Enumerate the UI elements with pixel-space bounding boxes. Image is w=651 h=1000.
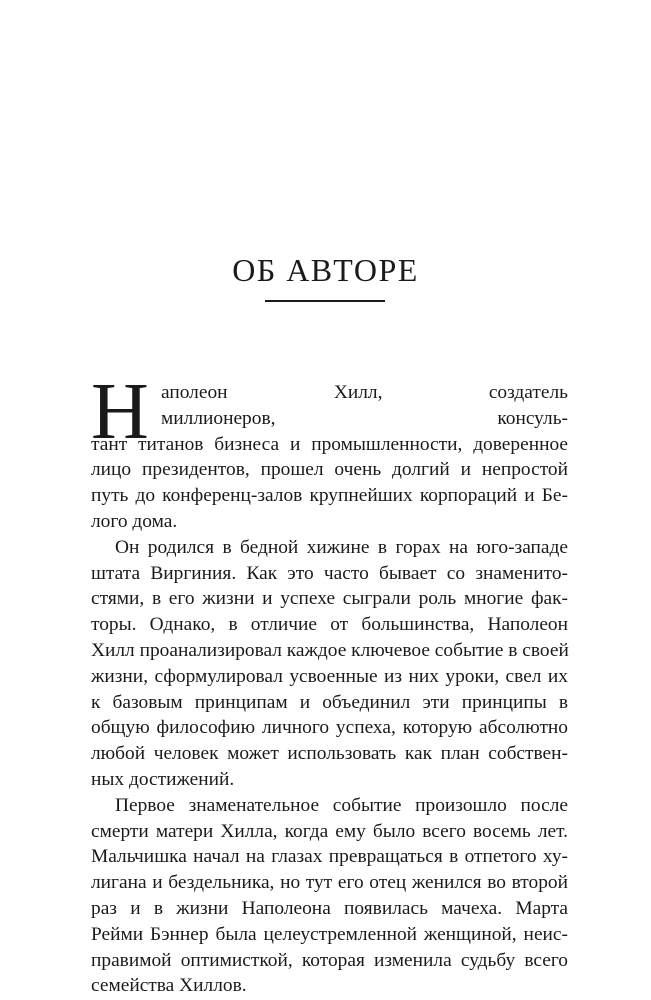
drop-cap: Н [91, 368, 149, 456]
text-line: Мальчишка начал на глазах превращаться в отпетого ху- [91, 846, 568, 868]
text-line: стями, в его жизни и успехе сыграли роль многие фак- [91, 588, 568, 610]
text-line: к базовым принципам и объединил эти принципы в [91, 691, 568, 713]
text-line: правимой оптимисткой, которая изменила судьбу всего [91, 949, 568, 971]
text-line: лигана и бездельника, но тут его отец женился во второй [91, 872, 568, 894]
text-line: жизни, сформулировал усвоенные из них уроки, свел их [91, 665, 568, 687]
text-line: ных достижений. [91, 768, 235, 790]
text-line: штата Виргиния. Как это часто бывает со знаменито- [91, 562, 568, 584]
text-line: семейства Хиллов. [91, 975, 247, 997]
text-line: любой человек может использовать как план собствен- [91, 743, 568, 765]
text-line: торы. Однако, в отличие от большинства, Наполеон [91, 614, 568, 636]
text-line: раз и в жизни Наполеона появилась мачеха. Марта [91, 897, 568, 919]
text-line: Первое знаменательное событие произошло после [115, 794, 568, 816]
text-line: общую философию личного успеха, которую абсолютно [91, 717, 568, 739]
text-line: миллионеров, консуль- [161, 407, 568, 429]
text-line: смерти матери Хилла, когда ему было всего восемь лет. [91, 820, 568, 842]
text-line: аполеон Хилл, создатель [161, 382, 568, 403]
text-line: тант титанов бизнеса и промышленности, доверенное [91, 433, 568, 455]
text-line: Он родился в бедной хижине в горах на юго-западе [115, 536, 568, 558]
text-line: лицо президентов, прошел очень долгий и непростой [91, 459, 568, 481]
body-text [91, 380, 568, 999]
text-line: путь до конференц-залов крупнейших корпораций и Бе- [91, 485, 568, 507]
text-line: лого дома. [91, 510, 178, 532]
title-underline [265, 300, 385, 302]
text-line: Хилл проанализировал каждое ключевое событие в своей [91, 639, 569, 661]
chapter-title: ОБ АВТОРЕ [232, 252, 419, 288]
text-line: Рейми Бэннер была целеустремленной женщиной, неис- [91, 923, 568, 945]
